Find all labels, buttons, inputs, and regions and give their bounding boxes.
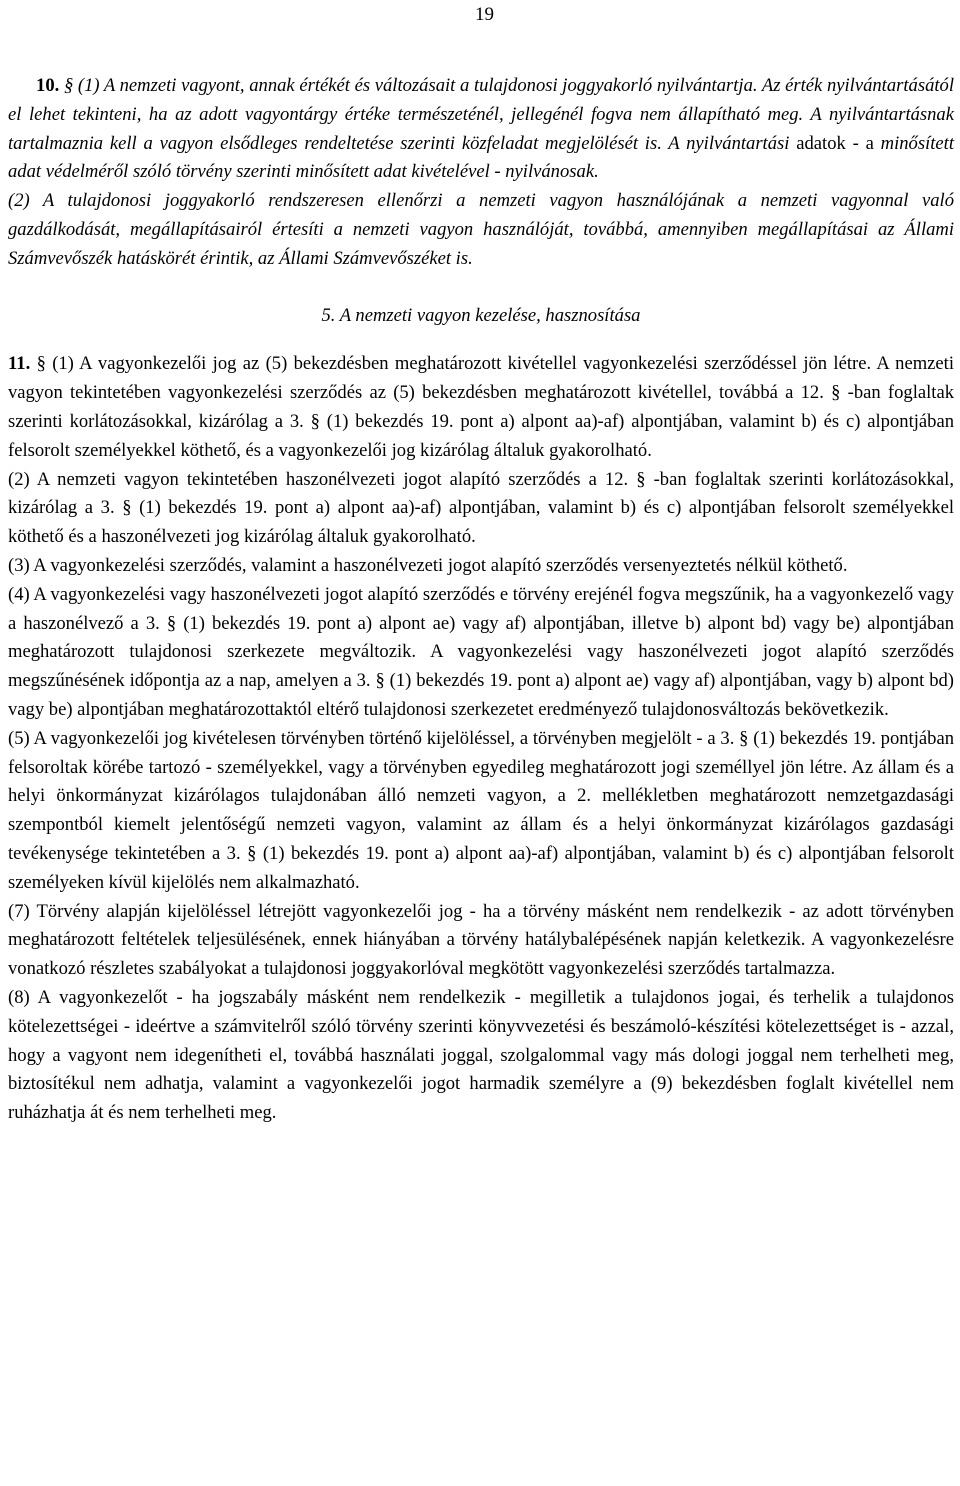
article-11-text-1: § (1) A vagyonkezelői jog az (5) bekezdésben meghatározott kivétellel vagyonkezelési szerződéssel jön létre. A nemzeti vagyon tekintetében vagyonkezelési szerződés az (5) bekezdésben meghatározott kivétellel, továbbá a 12. § -ban foglaltak szerinti korlátozásokkal, kizárólag a 3. § (1) bekezdés 19. pont a) alpont aa)-af) alpontjában, valamint b) és c) alpontjában felsorolt személyekkel köthető, és a vagyonkezelői jog kizárólag általuk gyakorolható. xyxy=(8,353,954,461)
article-11-number: 11. xyxy=(8,353,31,375)
article-10-text-a: § (1) A nemzeti vagyont, annak értékét és változásait a tulajdonosi joggyakorló nyilvántartja. Az érték nyilvántartásától el lehet tekinteni, ha az adott vagyontárgy értéke természeténél, jellegénél fogva nem állapítható meg. A nyilvántartásnak tartalmaznia kell a vagyon elsődleges rendeltetése szerinti közfeladat megjelölését is. A nyilvántartási xyxy=(8,75,954,154)
article-11-paragraph-7: (7) Törvény alapján kijelöléssel létrejött vagyonkezelői jog - ha a törvény másként nem rendelkezik - az adott törvényben meghatározott feltételek teljesülésének, ennek hiányában a törvény hatálybalépésének napján keletkezik. A vagyonkezelésre vonatkozó részletes szabályokat a tulajdonosi joggyakorlóval megkötött vagyonkezelési szerződés tartalmazza. xyxy=(8,900,954,980)
article-10-text-c: minősített adat védelméről szóló törvény szerinti minősített adat kivételével - nyilvánosak. xyxy=(8,132,954,183)
article-10-number: 10. xyxy=(36,75,60,96)
article-11-paragraph-4: (4) A vagyonkezelési vagy haszonélvezeti jogot alapító szerződés e törvény erejénél fogva megszűnik, ha a vagyonkezelő vagy a haszonélvező a 3. § (1) bekezdés 19. pont a) alpont ae) vagy af) alpontjában, illetve b) alpont bd) vagy be) alpontjában meghatározott tulajdonosi szerkezete megváltozik. A vagyonkezelési vagy haszonélvezeti jogot alapító szerződés megszűnésének időpontja az a nap, amelyen a 3. § (1) bekezdés 19. pont a) alpont ae) vagy af) alpontjában, vagy b) alpont bd) vagy be) alpontjában meghatározottaktól eltérő tulajdonosi szerkezetet eredményező tulajdonosváltozás bekövetkezik. xyxy=(8,583,954,720)
article-11-paragraph-2: (2) A nemzeti vagyon tekintetében haszonélvezeti jogot alapító szerződés a 12. § -ban foglaltak szerinti korlátozásokkal, kizárólag a 3. § (1) bekezdés 19. pont a) alpont aa)-af) alpontjában, valamint b) és c) alpontjában felsorolt személyekkel köthető és a haszonélvezeti jog kizárólag általuk gyakorolható. xyxy=(8,468,954,548)
article-11-paragraph-5: (5) A vagyonkezelői jog kivételesen törvényben történő kijelöléssel, a törvényben megjelölt - a 3. § (1) bekezdés 19. pontjában felsoroltak körébe tartozó - személyekkel, vagy a törvényben egyedileg meghatározott jogi személlyel jön létre. Az állam és a helyi önkormányzat kizárólagos tulajdonában álló nemzeti vagyon, a 2. mellékletben meghatározott nemzetgazdasági szempontból kiemelt jelentőségű nemzeti vagyon, valamint az állam és a helyi önkormányzat kizárólagos gazdasági tevékenysége tekintetében a 3. § (1) bekezdés 19. pont a) alpont aa)-af) alpontjában, valamint b) és c) alpontjában felsorolt személyeken kívül kijelölés nem alkalmazható. xyxy=(8,727,954,893)
article-11-paragraph-1 xyxy=(8,350,954,465)
document-body xyxy=(8,72,954,1128)
article-11-paragraph-8: (8) A vagyonkezelőt - ha jogszabály másként nem rendelkezik - megilletik a tulajdonos jogai, és terhelik a tulajdonos kötelezettségei - ideértve a számvitelről szóló törvény szerinti könyvvezetési és beszámoló-készítési kötelezettséget is - azzal, hogy a vagyont nem idegenítheti el, továbbá használati joggal, szolgalommal vagy más dologi joggal nem terhelheti meg, biztosítékul nem adhatja, valamint a vagyonkezelői jogot harmadik személyre a (9) bekezdésben foglalt kivétellel nem ruházhatja át és nem terhelheti meg. xyxy=(8,986,954,1124)
article-10-paragraph-1 xyxy=(8,72,954,187)
section-5-heading: 5. A nemzeti vagyon kezelése, hasznosítása xyxy=(321,304,641,326)
page-number: 19 xyxy=(475,4,494,25)
article-10-paragraph-2: (2) A tulajdonosi joggyakorló rendszeresen ellenőrzi a nemzeti vagyon használójának a nemzeti vagyonnal való gazdálkodását, megállapításairól értesíti a nemzeti vagyon használóját, továbbá, amennyiben megállapításai az Állami Számvevőszék hatáskörét érintik, az Állami Számvevőszéket is. xyxy=(8,190,954,269)
article-10-text-b: adatok - a xyxy=(789,132,881,154)
article-11-paragraph-3: (3) A vagyonkezelési szerződés, valamint a haszonélvezeti jogot alapító szerződés versenyeztetés nélkül köthető. xyxy=(8,554,848,576)
